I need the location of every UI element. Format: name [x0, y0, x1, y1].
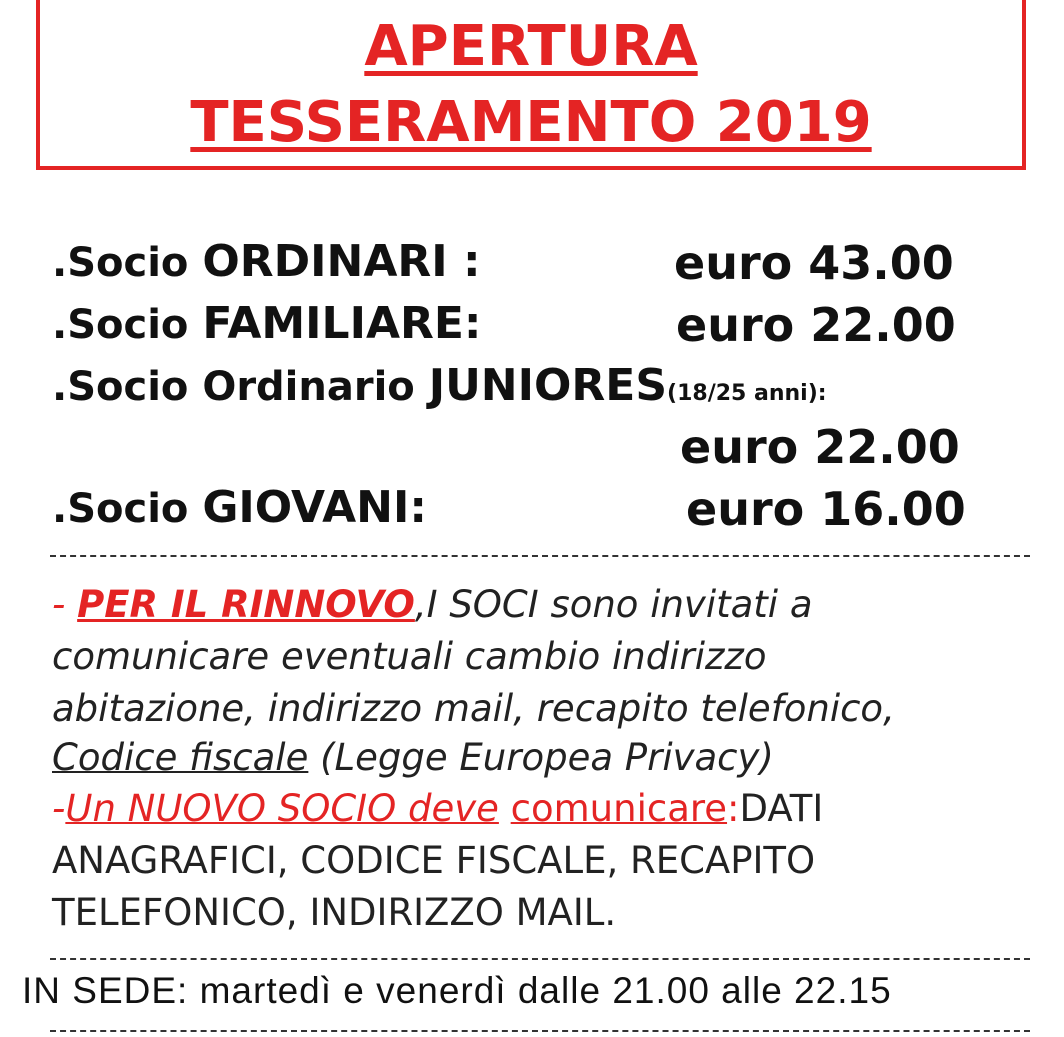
fee-row-juniores	[52, 360, 1052, 420]
divider	[50, 958, 1030, 960]
fee-label: .Socio GIOVANI:	[52, 482, 427, 533]
fee-label: .Socio FAMILIARE:	[52, 298, 482, 349]
renewal-line-2: comunicare eventuali cambio indirizzo	[52, 635, 767, 678]
title-line-2: TESSERAMENTO 2019	[190, 90, 872, 155]
divider	[50, 1030, 1030, 1032]
fee-price: euro 22.00	[676, 298, 956, 352]
renewal-line-3: abitazione, indirizzo mail, recapito telefonico,	[52, 687, 895, 730]
renewal-line-1: - PER IL RINNOVO,I SOCI sono invitati a	[52, 583, 813, 626]
fee-price: euro 16.00	[686, 482, 966, 536]
fee-row-juniores-price	[52, 420, 1052, 480]
title-box	[36, 0, 1026, 170]
office-hours: IN SEDE: martedì e venerdì dalle 21.00 alle 22.15	[22, 970, 892, 1011]
fee-label: .Socio Ordinario JUNIORES(18/25 anni):	[52, 360, 827, 411]
fee-price: euro 22.00	[680, 420, 960, 474]
renewal-heading: PER IL RINNOVO	[77, 583, 415, 626]
new-member-line-1: -Un NUOVO SOCIO deve comunicare:DATI	[52, 787, 824, 830]
title-line-1: APERTURA	[364, 14, 698, 79]
fee-price: euro 43.00	[674, 236, 954, 290]
new-member-heading: Un NUOVO SOCIO deve	[65, 787, 499, 830]
renewal-line-4: Codice fiscale (Legge Europea Privacy)	[52, 736, 774, 779]
new-member-line-3: TELEFONICO, INDIRIZZO MAIL.	[52, 891, 617, 934]
new-member-line-2: ANAGRAFICI, CODICE FISCALE, RECAPITO	[52, 839, 816, 882]
fee-row-giovani	[52, 482, 1052, 542]
fee-row-ordinari	[52, 236, 1052, 296]
fee-label: .Socio ORDINARI :	[52, 236, 481, 287]
fee-row-familiare	[52, 298, 1052, 358]
divider	[50, 555, 1030, 557]
